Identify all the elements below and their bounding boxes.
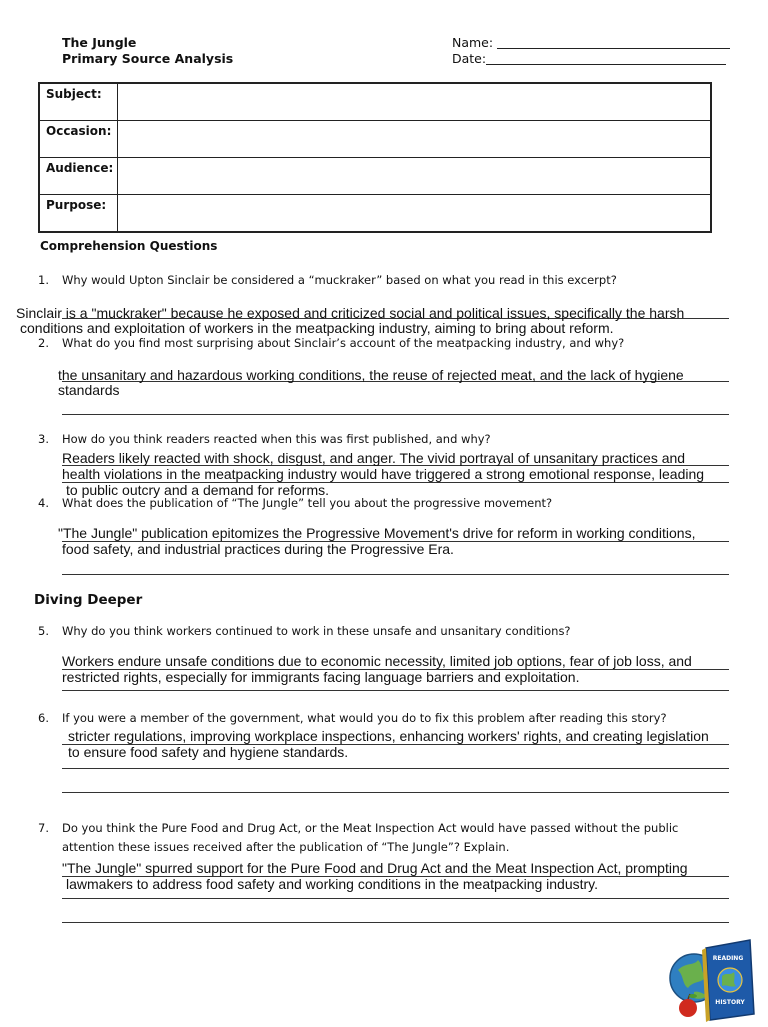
answer-2-line-2[interactable]: standards [58,382,120,398]
occasion-field[interactable] [118,121,711,158]
name-label: Name: [452,35,494,50]
answer-line [62,792,729,793]
answer-1-line-1[interactable]: Sinclair is a "muckraker" because he exposed and criticized social and political issues, specifically the harsh [16,305,685,321]
question-number: 3. [38,432,49,446]
answer-line [62,768,729,769]
answer-line [62,898,729,899]
question-3 [0,432,768,448]
question-6 [0,711,768,727]
analysis-row-purpose [39,195,711,233]
answer-5-line-2[interactable]: restricted rights, especially for immigrants facing language barriers and exploitation. [62,669,580,685]
worksheet-title: The Jungle [62,35,137,50]
question-text: Why would Upton Sinclair be considered a “muckraker” based on what you read in this excerpt? [62,273,617,287]
comprehension-heading: Comprehension Questions [40,239,218,253]
answer-3-line-2[interactable]: health violations in the meatpacking industry would have triggered a strong emotional response, leading [62,466,705,482]
question-7 [0,821,768,837]
question-text: How do you think readers reacted when this was first published, and why? [62,432,491,446]
question-1 [0,273,768,289]
subject-label: Subject: [39,83,118,121]
question-number: 4. [38,496,49,510]
answer-6-line-1[interactable]: stricter regulations, improving workplace inspections, enhancing workers' rights, and creating legislation [68,728,709,744]
answer-line [62,414,729,415]
diving-deeper-heading: Diving Deeper [34,592,143,608]
logo-text-bottom: HISTORY [715,999,745,1006]
question-text: What does the publication of “The Jungle” tell you about the progressive movement? [62,496,553,510]
analysis-row-subject [39,83,711,121]
audience-field[interactable] [118,158,711,195]
question-text: If you were a member of the government, what would you do to fix this problem after reading this story? [62,711,667,725]
question-number: 2. [38,336,49,350]
worksheet-subtitle: Primary Source Analysis [62,51,234,66]
answer-line [62,922,729,923]
date-field[interactable] [486,64,726,65]
answer-1-line-2[interactable]: conditions and exploitation of workers in the meatpacking industry, aiming to bring about reform. [20,320,614,336]
audience-label: Audience: [39,158,118,195]
analysis-box [38,82,712,233]
question-text: Do you think the Pure Food and Drug Act, or the Meat Inspection Act would have passed without the public [62,821,679,835]
answer-line [62,690,729,691]
question-number: 6. [38,711,49,725]
logo-text-top: READING [712,955,744,962]
answer-4-line-2[interactable]: food safety, and industrial practices during the Progressive Era. [62,541,454,557]
answer-3-line-1[interactable]: Readers likely reacted with shock, disgust, and anger. The vivid portrayal of unsanitary practices and [62,450,686,466]
question-number: 1. [38,273,49,287]
answer-7-line-1[interactable]: "The Jungle" spurred support for the Pure Food and Drug Act and the Meat Inspection Act, prompting [62,860,688,876]
question-text: Why do you think workers continued to work in these unsafe and unsanitary conditions? [62,624,571,638]
question-4 [0,496,768,512]
question-2 [0,336,768,352]
name-field[interactable] [497,48,730,49]
question-text: What do you find most surprising about Sinclair’s account of the meatpacking industry, and why? [62,336,625,350]
question-number: 7. [38,821,49,835]
question-5 [0,624,768,640]
analysis-row-occasion [39,121,711,158]
analysis-row-audience [39,158,711,195]
purpose-field[interactable] [118,195,711,233]
answer-6-line-2[interactable]: to ensure food safety and hygiene standards. [68,744,349,760]
reading-history-logo [664,936,756,1022]
occasion-label: Occasion: [39,121,118,158]
globe-book-icon [664,936,756,1022]
answer-line [62,574,729,575]
answer-7-line-2[interactable]: lawmakers to address food safety and working conditions in the meatpacking industry. [66,876,599,892]
purpose-label: Purpose: [39,195,118,233]
answer-4-line-1[interactable]: "The Jungle" publication epitomizes the Progressive Movement's drive for reform in working conditions, [58,525,696,541]
answer-2-line-1[interactable]: the unsanitary and hazardous working conditions, the reuse of rejected meat, and the lack of hygiene [58,367,684,383]
question-number: 5. [38,624,49,638]
question-7-continued: attention these issues received after the publication of “The Jungle”? Explain. [62,840,510,854]
answer-5-line-1[interactable]: Workers endure unsafe conditions due to economic necessity, limited job options, fear of job loss, and [62,653,692,669]
date-label: Date: [452,51,487,66]
answer-3-line-3[interactable]: to public outcry and a demand for reforms. [66,482,330,498]
subject-field[interactable] [118,83,711,121]
